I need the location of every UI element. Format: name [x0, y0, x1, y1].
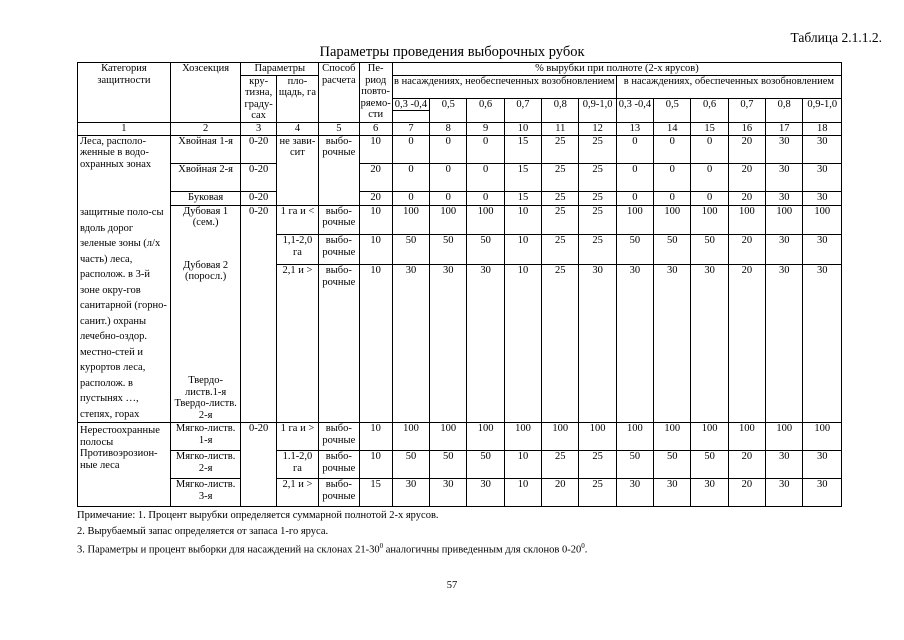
method-cell: выбо-рочные — [319, 235, 359, 265]
table-title: Параметры проведения выборочных рубок — [319, 44, 585, 60]
value-cell: 50 — [430, 451, 467, 479]
header-density: 0,7 — [504, 98, 541, 123]
value-cell: 30 — [766, 451, 803, 479]
value-cell: 100 — [616, 423, 653, 451]
header-method: Способ расчета — [319, 63, 359, 123]
value-cell: 0 — [392, 163, 429, 191]
value-cell: 20 — [728, 135, 765, 163]
value-cell: 30 — [691, 265, 728, 423]
column-number: 14 — [654, 123, 691, 136]
value-cell: 30 — [654, 265, 691, 423]
category-cell: защитные поло-сы вдоль дорог зеленые зоны (л/х часть) леса, располож. в 3-й зоне окру-гов санитарной (горно-санит.) охраны лечебно-оздор. местно-стей и курортов леса, располож. в пустынях …, степях, горах — [78, 205, 171, 423]
value-cell: 30 — [766, 135, 803, 163]
value-cell: 25 — [542, 191, 579, 205]
method-cell: выбо-рочные — [319, 205, 359, 235]
column-number: 5 — [319, 123, 359, 136]
area-cell: 2,1 и > — [276, 265, 318, 423]
category-cell: Нерестоохранные полосы Противоэрозион-ные леса — [78, 423, 171, 507]
value-cell: 0 — [654, 191, 691, 205]
header-density: 0,5 — [654, 98, 691, 123]
value-cell: 0 — [654, 163, 691, 191]
value-cell: 30 — [467, 479, 504, 507]
value-cell: 100 — [504, 423, 541, 451]
value-cell: 25 — [579, 163, 616, 191]
column-number: 2 — [170, 123, 241, 136]
value-cell: 0 — [691, 163, 728, 191]
area-cell: 2,1 и > — [276, 479, 318, 507]
area-cell: 1 га и > — [276, 423, 318, 451]
value-cell: 20 — [728, 479, 765, 507]
value-cell: 100 — [392, 423, 429, 451]
value-cell: 30 — [579, 265, 616, 423]
value-cell: 20 — [728, 451, 765, 479]
area-cell: 1.1-2,0 га — [276, 451, 318, 479]
value-cell: 25 — [542, 205, 579, 235]
value-cell: 50 — [654, 235, 691, 265]
value-cell: 50 — [430, 235, 467, 265]
header-density: 0,3 -0,4 — [392, 98, 429, 111]
column-number-row — [78, 123, 842, 136]
column-number: 4 — [276, 123, 318, 136]
value-cell: 100 — [430, 205, 467, 235]
note-text: . — [584, 544, 588, 556]
header-density: 0,8 — [766, 98, 803, 123]
area-cell: 1 га и < — [276, 205, 318, 235]
column-number: 17 — [766, 123, 803, 136]
value-cell: 20 — [542, 479, 579, 507]
value-cell: 50 — [654, 451, 691, 479]
value-cell: 25 — [542, 163, 579, 191]
note-text: аналогичны приведенным для склонов 0-20 — [383, 544, 582, 556]
value-cell: 50 — [616, 235, 653, 265]
value-cell: 0 — [691, 191, 728, 205]
slope-cell: 0-20 — [241, 163, 276, 191]
hozsection-cell — [170, 205, 241, 423]
slope-cell: 0-20 — [241, 205, 276, 423]
value-cell: 30 — [430, 479, 467, 507]
value-cell: 100 — [691, 423, 728, 451]
value-cell: 0 — [430, 135, 467, 163]
value-cell: 30 — [616, 479, 653, 507]
area-cell: 1,1-2,0 га — [276, 235, 318, 265]
table-notes — [77, 508, 877, 558]
value-cell: 30 — [803, 265, 842, 423]
header-period: Пе-риод повто-ряемо-сти — [359, 63, 392, 123]
value-cell: 100 — [728, 205, 765, 235]
method-cell: выбо-рочные — [319, 451, 359, 479]
value-cell: 30 — [766, 163, 803, 191]
period-cell: 10 — [359, 205, 392, 235]
value-cell: 0 — [467, 135, 504, 163]
hozsection-label: Дубовая 1 (сем.) — [183, 205, 229, 228]
note-line: 2. Вырубаемый запас определяется от запаса 1-го яруса. — [77, 525, 329, 537]
value-cell: 10 — [504, 479, 541, 507]
degree-superscript: 0 — [379, 542, 384, 550]
header-density: 0,5 — [430, 98, 467, 123]
value-cell: 50 — [467, 451, 504, 479]
period-cell: 10 — [359, 265, 392, 423]
value-cell: 100 — [728, 423, 765, 451]
hozsection-cell: Мягко-листв. 1-я — [170, 423, 241, 451]
header-density: 0,9-1,0 — [803, 98, 842, 123]
hozsection-label: Твердо-листв. 2-я — [174, 398, 237, 421]
table-number: Таблица 2.1.1.2. — [790, 30, 882, 45]
value-cell: 100 — [579, 423, 616, 451]
header-density: 0,8 — [542, 98, 579, 123]
value-cell: 0 — [616, 163, 653, 191]
table-row — [78, 163, 842, 191]
page-number: 57 — [446, 580, 458, 591]
value-cell: 50 — [691, 451, 728, 479]
header-percent: % вырубки при полноте (2-х ярусов) — [392, 63, 841, 76]
value-cell: 30 — [766, 191, 803, 205]
method-cell: выбо-рочные — [319, 135, 359, 205]
value-cell: 100 — [766, 423, 803, 451]
period-cell: 10 — [359, 423, 392, 451]
value-cell: 25 — [542, 135, 579, 163]
value-cell: 100 — [542, 423, 579, 451]
value-cell: 50 — [616, 451, 653, 479]
value-cell: 100 — [691, 205, 728, 235]
value-cell: 100 — [467, 423, 504, 451]
value-cell: 30 — [766, 265, 803, 423]
table-row — [78, 479, 842, 507]
column-number: 15 — [691, 123, 728, 136]
value-cell: 25 — [542, 451, 579, 479]
value-cell: 20 — [728, 265, 765, 423]
value-cell: 0 — [430, 163, 467, 191]
column-number: 12 — [579, 123, 616, 136]
column-number: 11 — [542, 123, 579, 136]
period-cell: 10 — [359, 235, 392, 265]
category-cell: Леса, располо-женные в водо-охранных зонах — [78, 135, 171, 205]
value-cell: 100 — [467, 205, 504, 235]
value-cell: 30 — [392, 479, 429, 507]
value-cell: 100 — [803, 423, 842, 451]
header-density: 0,7 — [728, 98, 765, 123]
method-cell: выбо-рочные — [319, 479, 359, 507]
header-density: 0,3 -0,4 — [616, 98, 653, 123]
period-cell: 10 — [359, 451, 392, 479]
value-cell: 100 — [616, 205, 653, 235]
value-cell: 20 — [728, 163, 765, 191]
area-cell: не зави-сит — [276, 135, 318, 205]
header-density: 0,6 — [467, 98, 504, 123]
value-cell: 25 — [579, 479, 616, 507]
header-unprovided: в насаждениях, необеспеченных возобновлением — [392, 75, 616, 98]
hozsection-cell: Буковая — [170, 191, 241, 205]
column-number: 13 — [616, 123, 653, 136]
value-cell: 100 — [430, 423, 467, 451]
value-cell: 25 — [542, 235, 579, 265]
value-cell: 25 — [579, 191, 616, 205]
value-cell: 30 — [803, 163, 842, 191]
hozsection-cell: Хвойная 1-я — [170, 135, 241, 163]
period-cell: 15 — [359, 479, 392, 507]
value-cell: 0 — [616, 135, 653, 163]
value-cell: 0 — [616, 191, 653, 205]
value-cell: 15 — [504, 163, 541, 191]
column-number: 3 — [241, 123, 276, 136]
hozsection-cell: Мягко-листв. 2-я — [170, 451, 241, 479]
value-cell: 30 — [803, 135, 842, 163]
degree-superscript: 0 — [581, 542, 585, 550]
header-category: Категория защитности — [78, 63, 171, 123]
header-density: 0,9-1,0 — [579, 98, 616, 123]
period-cell: 10 — [359, 135, 392, 163]
value-cell: 100 — [766, 205, 803, 235]
value-cell: 25 — [579, 451, 616, 479]
value-cell: 100 — [654, 205, 691, 235]
value-cell: 30 — [430, 265, 467, 423]
note-line: Примечание: 1. Процент вырубки определяется суммарной полнотой 2-х ярусов. — [77, 510, 439, 521]
table-row — [78, 205, 842, 235]
value-cell: 50 — [467, 235, 504, 265]
value-cell: 30 — [467, 265, 504, 423]
column-number: 7 — [392, 123, 429, 136]
table-row — [78, 423, 842, 451]
slope-cell: 0-20 — [241, 191, 276, 205]
slope-cell: 0-20 — [241, 423, 276, 507]
period-cell: 20 — [359, 191, 392, 205]
method-cell: выбо-рочные — [319, 265, 359, 423]
value-cell: 0 — [430, 191, 467, 205]
value-cell: 0 — [392, 135, 429, 163]
slope-cell: 0-20 — [241, 135, 276, 163]
value-cell: 10 — [504, 235, 541, 265]
value-cell: 30 — [691, 479, 728, 507]
value-cell: 30 — [766, 479, 803, 507]
value-cell: 50 — [392, 451, 429, 479]
value-cell: 20 — [728, 235, 765, 265]
header-provided: в насаждениях, обеспеченных возобновлением — [616, 75, 841, 98]
hozsection-label: Твердо-листв.1-я — [184, 375, 227, 398]
value-cell: 30 — [803, 479, 842, 507]
value-cell: 0 — [654, 135, 691, 163]
value-cell: 0 — [467, 163, 504, 191]
value-cell: 20 — [728, 191, 765, 205]
value-cell: 30 — [766, 235, 803, 265]
value-cell: 10 — [504, 451, 541, 479]
header-hozsection: Хозсекция — [170, 63, 241, 123]
value-cell: 15 — [504, 191, 541, 205]
hozsection-label: Дубовая 2 (поросл.) — [183, 259, 229, 282]
value-cell: 100 — [392, 205, 429, 235]
table-row — [78, 451, 842, 479]
value-cell: 100 — [654, 423, 691, 451]
column-number: 6 — [359, 123, 392, 136]
note-text: 3. Параметры и процент выборки для насаждений на склонах 21-30 — [77, 544, 380, 556]
value-cell: 30 — [616, 265, 653, 423]
value-cell: 30 — [654, 479, 691, 507]
column-number: 9 — [467, 123, 504, 136]
value-cell: 25 — [579, 235, 616, 265]
value-cell: 50 — [392, 235, 429, 265]
value-cell: 30 — [392, 265, 429, 423]
hozsection-cell: Мягко-листв. 3-я — [170, 479, 241, 507]
cutting-parameters-table — [77, 62, 842, 507]
value-cell: 30 — [803, 451, 842, 479]
value-cell: 50 — [691, 235, 728, 265]
table-row — [78, 135, 842, 163]
method-cell: выбо-рочные — [319, 423, 359, 451]
value-cell: 10 — [504, 205, 541, 235]
value-cell: 25 — [542, 265, 579, 423]
column-number: 8 — [430, 123, 467, 136]
hozsection-cell: Хвойная 2-я — [170, 163, 241, 191]
period-cell: 20 — [359, 163, 392, 191]
value-cell: 0 — [392, 191, 429, 205]
header-density: 0,6 — [691, 98, 728, 123]
value-cell: 0 — [691, 135, 728, 163]
header-params: Параметры — [241, 63, 319, 76]
header-slope: кру-тизна, граду-сах — [241, 75, 276, 123]
value-cell: 25 — [579, 135, 616, 163]
header-area: пло-щадь, га — [276, 75, 318, 123]
column-number: 1 — [78, 123, 171, 136]
value-cell: 0 — [467, 191, 504, 205]
table-row — [78, 191, 842, 205]
value-cell: 25 — [579, 205, 616, 235]
value-cell: 15 — [504, 135, 541, 163]
value-cell: 100 — [803, 205, 842, 235]
column-number: 18 — [803, 123, 842, 136]
column-number: 16 — [728, 123, 765, 136]
value-cell: 10 — [504, 265, 541, 423]
column-number: 10 — [504, 123, 541, 136]
note-line — [77, 539, 877, 558]
value-cell: 30 — [803, 191, 842, 205]
value-cell: 30 — [803, 235, 842, 265]
